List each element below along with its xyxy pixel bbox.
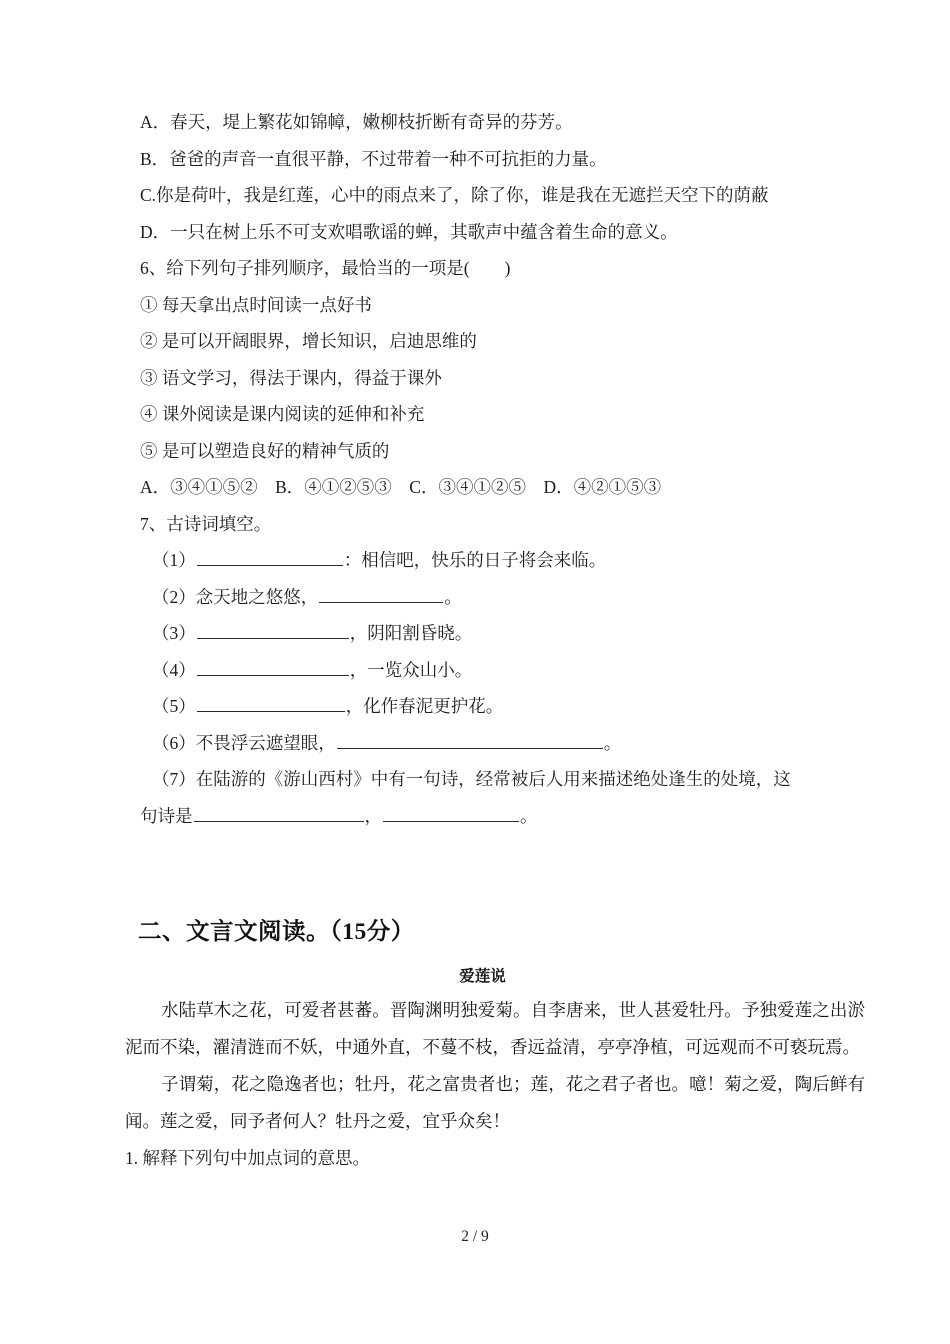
item-text: 。: [603, 732, 622, 753]
passage-title: 爱莲说: [459, 968, 506, 985]
question-6-item-1: ① 每天拿出点时间读一点好书: [140, 294, 372, 315]
item-text: 句诗是: [140, 805, 193, 826]
answer-blank[interactable]: [197, 696, 345, 712]
item-text: ，一览众山小。: [349, 659, 473, 680]
answer-blank[interactable]: [383, 806, 519, 822]
item-text: 念天地之悠悠，: [195, 586, 319, 607]
answer-blank[interactable]: [197, 623, 349, 639]
question-7-item-4: [125, 652, 865, 689]
question-7-item-3: [125, 615, 865, 652]
item-text: 。: [444, 586, 462, 607]
question-7-item-2: [125, 579, 865, 616]
item-text: 在陆游的《游山西村》中有一句诗，经常被后人用来描述绝处逢生的处境，这: [195, 769, 791, 789]
page-content: [125, 104, 865, 1177]
answer-blank[interactable]: [194, 806, 364, 822]
question-6-options: A．③④①⑤② B．④①②⑤③ C．③④①②⑤ D．④②①⑤③: [140, 477, 662, 497]
answer-blank[interactable]: [319, 587, 443, 603]
item-label: （4）: [152, 659, 196, 680]
choice-option-c: C.你是荷叶，我是红莲，心中的雨点来了，除了你，谁是我在无遮拦天空下的荫蔽: [140, 185, 769, 205]
item-label: （5）: [152, 696, 196, 716]
passage-paragraph-1: 水陆草木之花，可爱者甚蕃。晋陶渊明独爱菊。自李唐来，世人甚爱牡丹。予独爱莲之出淤泥而不染，濯清涟而不妖，中通外直，不蔓不枝，香远益清，亭亭净植，可远观而不可亵玩焉。: [125, 1000, 865, 1057]
heading-spacer: [125, 952, 865, 962]
answer-blank[interactable]: [197, 660, 349, 676]
choice-option-a: A．春天，堤上繁花如锦幛，嫩柳枝折断有奇异的芬芳。: [140, 112, 573, 132]
item-text: ：相信吧，快乐的日子将会来临。: [343, 550, 607, 570]
answer-blank[interactable]: [337, 733, 603, 749]
question-6-item-2: ② 是可以开阔眼界，增长知识，启迪思维的: [140, 331, 477, 351]
page-footer: 2 / 9: [461, 1228, 489, 1245]
item-label: （7）: [152, 769, 196, 789]
item-text: ，: [364, 805, 382, 826]
answer-blank[interactable]: [197, 550, 343, 566]
item-label: （6）: [152, 732, 196, 753]
section-2-heading: 二、文言文阅读。（15分）: [138, 919, 415, 945]
question-7-item-7-line2: [125, 798, 865, 835]
item-text: ，阴阳割昏晓。: [349, 623, 473, 643]
item-text: 不畏浮云遮望眼，: [195, 732, 336, 753]
item-text: 。: [520, 805, 538, 826]
question-6-item-4: ④ 课外阅读是课内阅读的延伸和补充: [140, 404, 425, 424]
question-6-stem: 6、给下列句子排列顺序，最恰当的一项是( ): [140, 258, 511, 278]
question-6-item-3: ③ 语文学习，得法于课内，得益于课外: [140, 367, 442, 388]
passage-paragraph-2: 子谓菊，花之隐逸者也；牡丹，花之富贵者也；莲，花之君子者也。噫！菊之爱，陶后鲜有闻。莲之爱，同予者何人？牡丹之爱，宜乎众矣！: [125, 1074, 865, 1131]
question-7-item-5: [125, 688, 865, 725]
question-7-item-1: [125, 542, 865, 579]
question-6-item-5: ⑤ 是可以塑造良好的精神气质的: [140, 440, 390, 461]
section-2-question-1: 1. 解释下列句中加点词的意思。: [125, 1148, 370, 1168]
question-7-stem: 7、古诗词填空。: [140, 513, 272, 534]
item-label: （3）: [152, 623, 196, 643]
section-spacer: [125, 834, 865, 912]
item-label: （1）: [152, 550, 196, 570]
choice-option-b: B．爸爸的声音一直很平静，不过带着一种不可抗拒的力量。: [140, 148, 607, 169]
item-label: （2）: [152, 586, 196, 607]
item-text: ，化作春泥更护花。: [345, 696, 504, 716]
question-7-item-6: [125, 725, 865, 762]
question-7-item-7: [125, 761, 865, 798]
choice-option-d: D．一只在树上乐不可支欢唱歌谣的蝉，其歌声中蕴含着生命的意义。: [140, 221, 678, 242]
